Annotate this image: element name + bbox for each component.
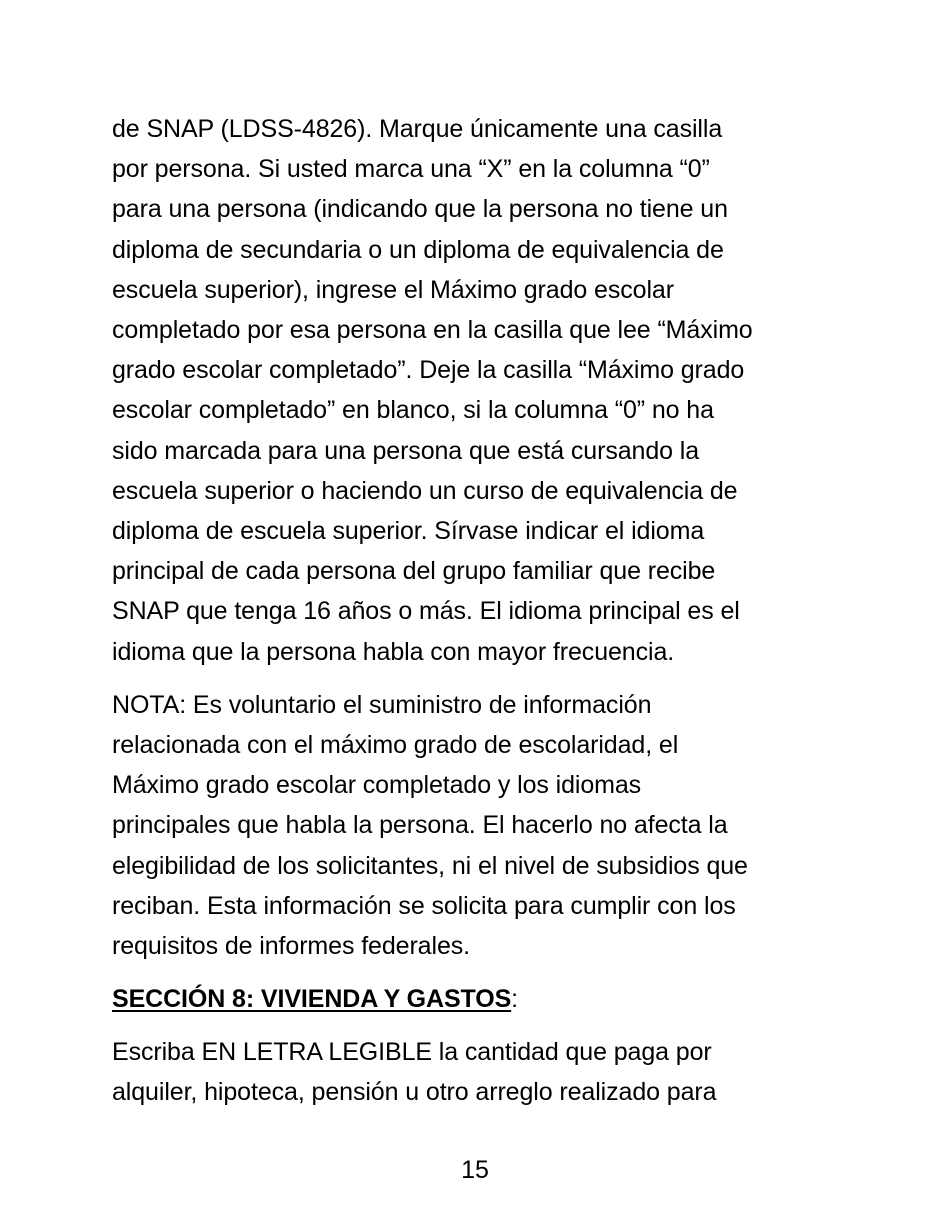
text-line: principal de cada persona del grupo familiar que recibe xyxy=(112,557,716,586)
paragraph-spacer xyxy=(112,966,840,979)
text-line: Escriba EN LETRA LEGIBLE la cantidad que paga por xyxy=(112,1038,712,1067)
text-line: elegibilidad de los solicitantes, ni el nivel de subsidios que xyxy=(112,851,748,880)
section-heading xyxy=(112,979,840,1019)
section-heading-title: SECCIÓN 8: VIVIENDA Y GASTOS xyxy=(112,985,512,1014)
paragraph-spacer xyxy=(112,1019,840,1032)
text-line: escuela superior o haciendo un curso de equivalencia de xyxy=(112,476,738,505)
text-line: escolar completado” en blanco, si la columna “0” no ha xyxy=(112,396,714,425)
text-line: diploma de escuela superior. Sírvase indicar el idioma xyxy=(112,517,705,546)
paragraph-spacer xyxy=(112,672,840,685)
text-line: sido marcada para una persona que está cursando la xyxy=(112,436,700,465)
text-line: idioma que la persona habla con mayor frecuencia. xyxy=(112,637,675,666)
text-line: SNAP que tenga 16 años o más. El idioma principal es el xyxy=(112,597,740,626)
text-line: relacionada con el máximo grado de escolaridad, el xyxy=(112,731,679,760)
text-line: reciban. Esta información se solicita para cumplir con los xyxy=(112,891,736,920)
text-line: principales que habla la persona. El hacerlo no afecta la xyxy=(112,811,728,840)
page-number: 15 xyxy=(461,1156,489,1184)
paragraph-note xyxy=(112,685,840,966)
text-line: completado por esa persona en la casilla que lee “Máximo xyxy=(112,316,753,345)
paragraph-housing xyxy=(112,1032,840,1112)
text-line: por persona. Si usted marca una “X” en la columna “0” xyxy=(112,155,710,184)
text-line: NOTA: Es voluntario el suministro de información xyxy=(112,690,652,719)
text-line: alquiler, hipoteca, pensión u otro arreglo realizado para xyxy=(112,1078,717,1107)
text-line: diploma de secundaria o un diploma de equivalencia de xyxy=(112,235,724,264)
text-line: Máximo grado escolar completado y los idiomas xyxy=(112,771,642,800)
text-line: requisitos de informes federales. xyxy=(112,932,470,961)
text-line: grado escolar completado”. Deje la casilla “Máximo grado xyxy=(112,356,745,385)
text-line: de SNAP (LDSS-4826). Marque únicamente una casilla xyxy=(112,115,723,143)
document-page xyxy=(112,109,840,1113)
paragraph-instructions xyxy=(112,109,840,672)
section-heading-colon: : xyxy=(511,985,519,1014)
text-line: escuela superior), ingrese el Máximo grado escolar xyxy=(112,275,674,304)
text-line: para una persona (indicando que la persona no tiene un xyxy=(112,195,728,224)
